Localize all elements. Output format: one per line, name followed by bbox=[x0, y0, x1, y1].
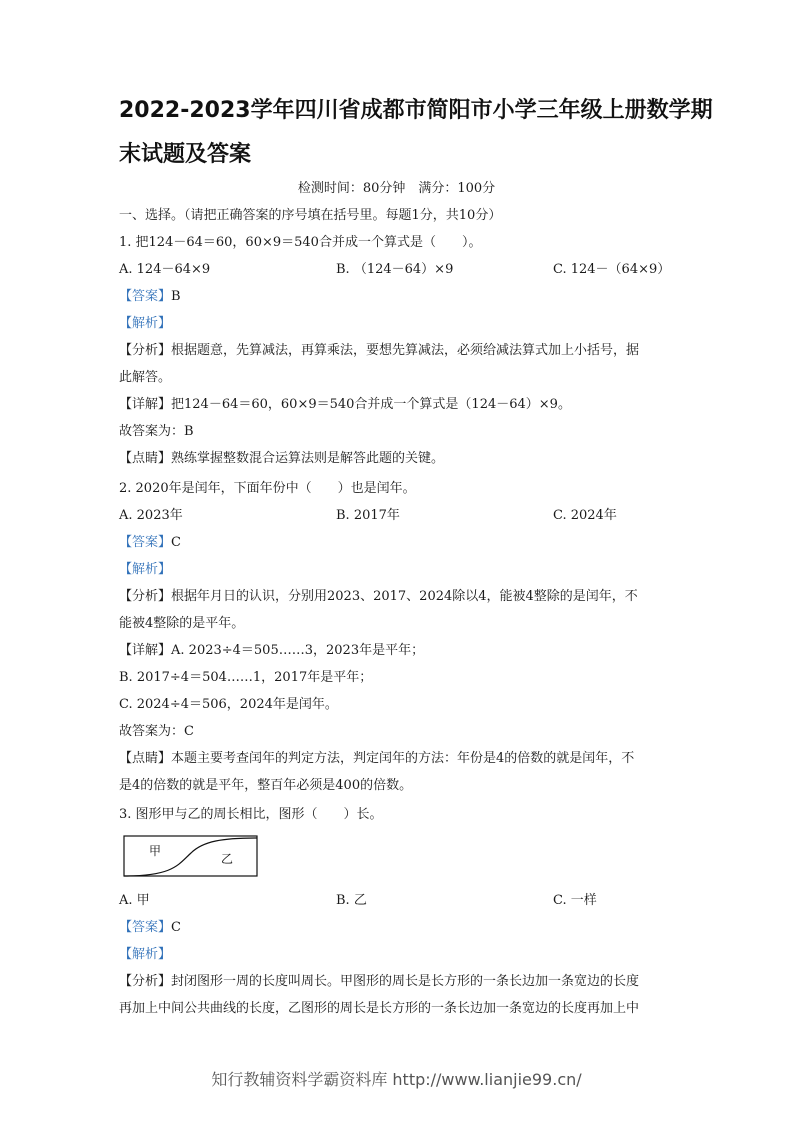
question-2-fenxi bbox=[119, 589, 638, 605]
question-2-option-c: C. 2024年 bbox=[553, 508, 617, 523]
figure-label-yi: 乙 bbox=[221, 852, 234, 866]
exam-info: 检测时间：80分钟 满分：100分 bbox=[297, 181, 496, 196]
question-3-stem: 3. 图形甲与乙的周长相比，图形（ ）长。 bbox=[119, 807, 383, 822]
fenxi-tag: 【分析】 bbox=[119, 974, 172, 989]
fenxi-tag: 【分析】 bbox=[119, 343, 172, 358]
document-title-line-2: 末试题及答案 bbox=[119, 142, 252, 167]
question-3-answer bbox=[119, 920, 181, 936]
question-1-option-b: B. （124－64）×9 bbox=[336, 262, 454, 277]
question-2-analysis-tag bbox=[119, 562, 171, 578]
answer-tag: 【答案】 bbox=[119, 289, 172, 304]
analysis-tag: 【解析】 bbox=[119, 947, 172, 962]
question-2-option-b: B. 2017年 bbox=[336, 508, 400, 523]
question-3-fenxi-cont: 再加上中间公共曲线的长度，乙图形的周长是长方形的一条长边加一条宽边的长度再加上中 bbox=[119, 1001, 640, 1016]
fenxi-text: 封闭图形一周的长度叫周长。甲图形的周长是长方形的一条长边加一条宽边的长度 bbox=[171, 974, 640, 989]
dianjing-text: 本题主要考查闰年的判定方法，判定闰年的方法：年份是4的倍数的就是闰年，不 bbox=[171, 751, 635, 766]
document-title-line-1: 2022-2023学年四川省成都市简阳市小学三年级上册数学期 bbox=[119, 98, 713, 123]
dianjing-text: 熟练掌握整数混合运算法则是解答此题的关键。 bbox=[171, 451, 445, 466]
fenxi-tag: 【分析】 bbox=[119, 589, 172, 604]
answer-value: C bbox=[171, 535, 181, 550]
answer-value: C bbox=[171, 920, 181, 935]
question-1-stem: 1. 把124－64＝60，60×9＝540合并成一个算式是（ ）。 bbox=[119, 235, 482, 250]
question-3-option-c: C. 一样 bbox=[553, 893, 597, 908]
question-2-xiangjie bbox=[119, 643, 424, 659]
xiangjie-tag: 【详解】 bbox=[119, 643, 172, 658]
outer-rectangle bbox=[124, 836, 257, 876]
question-1-conclusion: 故答案为：B bbox=[119, 424, 194, 439]
question-2-answer bbox=[119, 535, 181, 551]
question-3-option-b: B. 乙 bbox=[336, 893, 367, 908]
question-2-fenxi-cont: 能被4整除的是平年。 bbox=[119, 616, 245, 631]
analysis-tag: 【解析】 bbox=[119, 562, 172, 577]
fenxi-text: 根据题意，先算减法，再算乘法，要想先算减法，必须给减法算式加上小括号，据 bbox=[171, 343, 640, 358]
question-1-xiangjie bbox=[119, 397, 571, 413]
perimeter-figure bbox=[123, 835, 258, 877]
question-1-answer bbox=[119, 289, 181, 305]
xiangjie-tag: 【详解】 bbox=[119, 397, 172, 412]
question-1-fenxi bbox=[119, 343, 639, 359]
dianjing-tag: 【点睛】 bbox=[119, 451, 172, 466]
shared-curve bbox=[124, 838, 257, 876]
question-2-xiangjie-c: C. 2024÷4＝506，2024年是闰年。 bbox=[119, 697, 338, 712]
answer-tag: 【答案】 bbox=[119, 535, 172, 550]
figure-label-jia: 甲 bbox=[149, 844, 162, 858]
footer-watermark: 知行教辅资料学霸资料库 http://www.lianjie99.cn/ bbox=[211, 1070, 582, 1089]
answer-value: B bbox=[171, 289, 181, 304]
question-2-conclusion: 故答案为：C bbox=[119, 724, 194, 739]
question-2-xiangjie-b: B. 2017÷4＝504……1，2017年是平年； bbox=[119, 670, 373, 685]
question-1-dianjing bbox=[119, 451, 444, 467]
question-1-option-a: A. 124－64×9 bbox=[119, 262, 211, 277]
section-heading: 一、选择。（请把正确答案的序号填在括号里。每题1分，共10分） bbox=[119, 208, 502, 223]
question-2-dianjing-cont: 是4的倍数的就是平年，整百年必须是400的倍数。 bbox=[119, 778, 413, 793]
analysis-tag: 【解析】 bbox=[119, 316, 172, 331]
xiangjie-text: A. 2023÷4＝505……3，2023年是平年； bbox=[171, 643, 425, 658]
question-3-fenxi bbox=[119, 974, 639, 990]
dianjing-tag: 【点睛】 bbox=[119, 751, 172, 766]
question-1-option-c: C. 124－（64×9） bbox=[553, 262, 671, 277]
question-3-option-a: A. 甲 bbox=[119, 893, 150, 908]
question-2-dianjing bbox=[119, 751, 634, 767]
question-2-stem: 2. 2020年是闰年，下面年份中（ ）也是闰年。 bbox=[119, 481, 416, 496]
fenxi-text: 根据年月日的认识，分别用2023、2017、2024除以4，能被4整除的是闰年，不 bbox=[171, 589, 638, 604]
question-2-option-a: A. 2023年 bbox=[119, 508, 183, 523]
rectangle-curve-diagram bbox=[123, 835, 258, 877]
question-1-analysis-tag bbox=[119, 316, 171, 332]
answer-tag: 【答案】 bbox=[119, 920, 172, 935]
xiangjie-text: 把124－64＝60，60×9＝540合并成一个算式是（124－64）×9。 bbox=[171, 397, 571, 412]
question-3-analysis-tag bbox=[119, 947, 171, 963]
question-1-fenxi-cont: 此解答。 bbox=[119, 370, 172, 385]
